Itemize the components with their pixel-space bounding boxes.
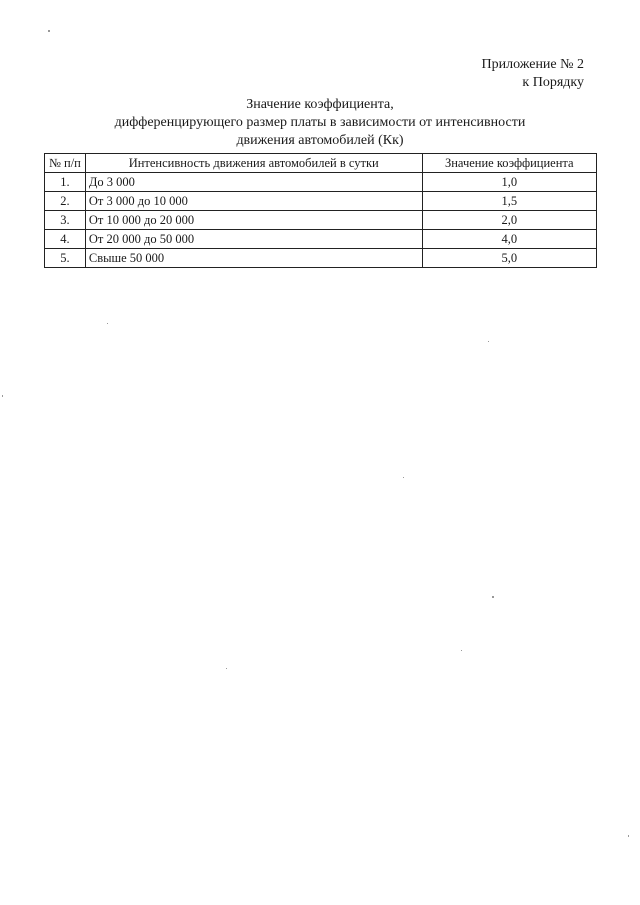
table-row	[45, 173, 597, 192]
scan-speck	[2, 395, 3, 397]
row-intensity: От 3 000 до 10 000	[85, 192, 422, 211]
header-number: № п/п	[45, 154, 86, 173]
header-intensity: Интенсивность движения автомобилей в сутки	[85, 154, 422, 173]
row-number: 1.	[45, 173, 86, 192]
scan-speck	[488, 341, 489, 342]
row-intensity: До 3 000	[85, 173, 422, 192]
row-number: 5.	[45, 249, 86, 268]
header-coefficient: Значение коэффициента	[422, 154, 596, 173]
row-coefficient: 2,0	[422, 211, 596, 230]
row-coefficient: 5,0	[422, 249, 596, 268]
table-row	[45, 192, 597, 211]
table-row	[45, 211, 597, 230]
row-number: 3.	[45, 211, 86, 230]
appendix-order-ref: к Порядку	[522, 75, 584, 90]
document-title	[60, 96, 580, 150]
scan-speck	[107, 323, 108, 324]
table-row	[45, 249, 597, 268]
scan-speck	[628, 835, 629, 837]
title-line-3: движения автомобилей (Кк)	[236, 133, 404, 148]
row-coefficient: 4,0	[422, 230, 596, 249]
appendix-reference	[482, 56, 585, 92]
row-intensity: От 20 000 до 50 000	[85, 230, 422, 249]
scan-speck	[492, 596, 494, 598]
row-number: 2.	[45, 192, 86, 211]
title-line-1: Значение коэффициента,	[246, 97, 394, 112]
appendix-number: Приложение № 2	[481, 57, 584, 72]
row-coefficient: 1,5	[422, 192, 596, 211]
coefficient-table	[44, 153, 597, 268]
table-row	[45, 230, 597, 249]
scan-speck	[48, 30, 50, 32]
title-line-2: дифференцирующего размер платы в зависимости от интенсивности	[114, 115, 526, 130]
row-intensity: От 10 000 до 20 000	[85, 211, 422, 230]
row-number: 4.	[45, 230, 86, 249]
row-coefficient: 1,0	[422, 173, 596, 192]
table-header-row	[45, 154, 597, 173]
scan-speck	[403, 477, 404, 478]
scan-speck	[226, 668, 227, 669]
row-intensity: Свыше 50 000	[85, 249, 422, 268]
scan-speck	[461, 650, 462, 651]
